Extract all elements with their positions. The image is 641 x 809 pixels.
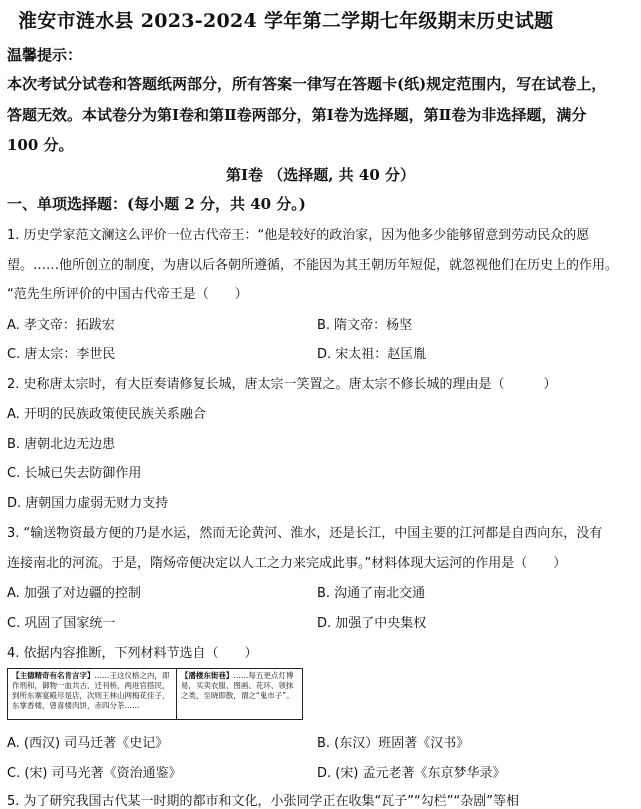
q3-option-a: A. 加强了对边疆的控制 <box>7 586 141 601</box>
q5-stem: 5. 为了研究我国古代某一时期的都市和文化，小张同学正在收集“瓦子”“勾栏”“杂剧”等相 <box>7 794 519 809</box>
notice-line-1: 本次考试分试卷和答题纸两部分，所有答案一律写在答题卡(纸)规定范围内，写在试卷上， <box>7 75 607 93</box>
q3-stem-line-1: 3. “输送物资最方便的乃是水运，然而无论黄河、淮水，还是长江，中国主要的江河都是自西向东，没有 <box>7 526 603 541</box>
q3-option-c: C. 巩固了国家统一 <box>7 616 116 631</box>
q2-stem: 2. 史称唐太宗时，有大臣奏请修复长城，唐太宗一笑置之。唐太宗不修长城的理由是（ ） <box>7 377 557 392</box>
q1-option-b: B. 隋文帝：杨坚 <box>317 318 413 333</box>
q2-option-a: A. 开明的民族政策使民族关系融合 <box>7 407 206 422</box>
q3-option-b: B. 沟通了南北交通 <box>317 586 426 601</box>
q4-option-b: B. (东汉）班固著《汉书》 <box>317 736 470 751</box>
q1-option-a: A. 孝文帝：拓跋宏 <box>7 318 115 333</box>
q2-option-d: D. 唐朝国力虚弱无财力支持 <box>7 496 169 511</box>
q1-stem-line-2: 望。……他所创立的制度，为唐以后各朝所遵循，不能因为其王朝历年短促，就忽视他们在历史上的作用。 <box>7 258 619 273</box>
q4-material-right-text: ……每五更点灯博易，买卖衣服、图画、花环、领抹之类，至晓即散，谓之“鬼市子”。 <box>180 671 294 700</box>
q3-stem-line-2: 连接南北的河流。于是，隋炀帝便决定以人工之力来完成此事。”材料体现大运河的作用是（ ） <box>7 556 567 571</box>
page-title: 淮安市涟水县 2023-2024 学年第二学期七年级期末历史试题 <box>18 10 554 32</box>
notice-heading: 温馨提示： <box>7 46 83 64</box>
q1-option-c: C. 唐太宗：李世民 <box>7 347 116 362</box>
q3-option-d: D. 加强了中央集权 <box>317 616 427 631</box>
q4-material-left-tag: 【主德精奇有名肯言字】 <box>12 671 95 680</box>
notice-line-2: 答题无效。本试卷分为第Ⅰ卷和第Ⅱ卷两部分，第Ⅰ卷为选择题，第Ⅱ卷为非选择题，满分 <box>7 106 587 124</box>
part-title: 一、单项选择题：(每小题 2 分，共 40 分。) <box>7 195 306 213</box>
q4-material-right-tag: 【潘楼东街巷】 <box>180 671 234 680</box>
q1-stem-line-3: “范先生所评价的中国古代帝王是（ ） <box>7 287 248 302</box>
notice-line-3: 100 分。 <box>7 136 74 154</box>
section-title: 第Ⅰ卷 （选择题, 共 40 分） <box>225 166 415 184</box>
q4-option-a: A. (西汉) 司马迁著《史记》 <box>7 736 169 751</box>
q4-material-right <box>177 669 302 719</box>
q4-stem: 4. 依据内容推断，下列材料节选自（ ） <box>7 646 258 661</box>
q4-option-c: C. (宋) 司马光著《资治通鉴》 <box>7 766 182 781</box>
q4-material-left <box>8 669 177 719</box>
q1-stem-line-1: 1. 历史学家范文澜这么评价一位古代帝王：“他是较好的政治家，因为他多少能够留意到劳动民众的愿 <box>7 228 590 243</box>
q4-material-image <box>7 668 303 720</box>
q2-option-b: B. 唐朝北边无边患 <box>7 437 116 452</box>
q1-option-d: D. 宋太祖：赵匡胤 <box>317 347 427 362</box>
q4-material-left-text: ……王这仪格之内，即作刑和，御物一血共古，迁刊桥，两进官搭民，到所东寨宴殿尽是店，次则王林山网梅花佳子，东掌香楼，曾喜楼肉饼，赤四分茶…… <box>12 671 170 710</box>
q2-option-c: C. 长城已失去防御作用 <box>7 466 142 481</box>
q4-option-d: D. (宋) 孟元老著《东京梦华录》 <box>317 766 506 781</box>
